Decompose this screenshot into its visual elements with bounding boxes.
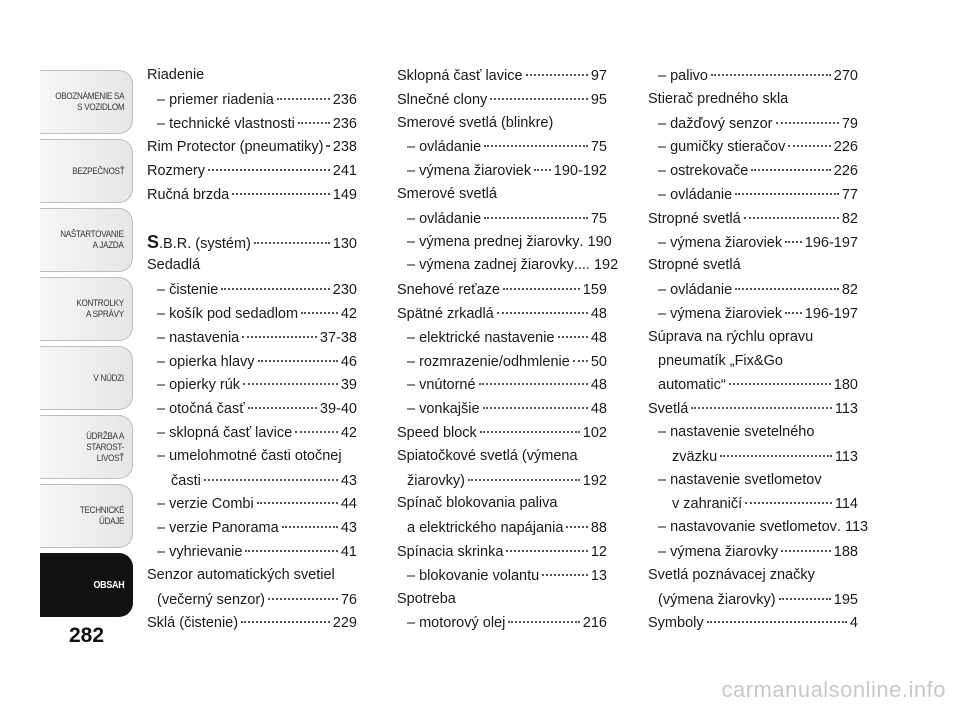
index-entry <box>397 135 607 159</box>
entry-text: časti <box>171 472 201 489</box>
leader-dots <box>254 228 330 244</box>
tab-7[interactable] <box>40 553 133 617</box>
index-entry <box>648 611 858 635</box>
leader-dots <box>242 322 317 338</box>
leader-dots <box>245 536 337 552</box>
entry-text: Stropné svetlá <box>648 210 741 227</box>
index-entry <box>397 611 607 635</box>
entry-page: 12 <box>590 543 607 560</box>
entry-text: Speed block <box>397 424 477 441</box>
leader-dots <box>711 60 831 76</box>
entry-text: Slnečné clony <box>397 91 488 108</box>
leader-dots <box>257 488 338 504</box>
entry-page: 236 <box>332 115 357 132</box>
leader-dots <box>241 607 330 623</box>
tab-label: KONTROLKY A SPRÁVY <box>76 298 124 320</box>
index-entry <box>397 564 607 588</box>
entry-page: 82 <box>841 210 858 227</box>
leader-dots <box>785 298 802 314</box>
entry-text: Sklá (čistenie) <box>147 615 239 632</box>
index-entry <box>648 445 858 469</box>
entry-text: Spínač blokovania paliva <box>397 495 558 512</box>
entry-page: 113 <box>834 401 858 418</box>
tab-0[interactable] <box>40 70 133 134</box>
entry-page: 241 <box>332 163 357 180</box>
leader-dots <box>479 369 588 385</box>
entry-page: 188 <box>833 543 858 560</box>
tab-3[interactable] <box>40 277 133 341</box>
entry-page: 216 <box>582 615 607 632</box>
leader-dots <box>573 346 588 362</box>
index-entry <box>648 207 858 231</box>
entry-page: 48 <box>590 377 607 394</box>
entry-text: – výmena žiaroviek <box>658 305 783 322</box>
leader-dots <box>480 417 580 433</box>
entry-text: Sklopná časť lavice <box>397 68 523 84</box>
entry-text: – výmena žiaroviek <box>658 234 783 251</box>
tab-label: OBSAH <box>93 578 124 591</box>
leader-dots <box>558 322 588 338</box>
entry-page: . 190 <box>579 233 612 250</box>
leader-dots <box>484 131 588 147</box>
tab-5[interactable] <box>40 415 133 479</box>
entry-text: – nastavovanie svetlometov <box>658 519 837 536</box>
entry-text: S.B.R. (systém) <box>147 231 251 252</box>
leader-dots <box>268 584 338 600</box>
entry-text: – motorový olej <box>407 615 506 632</box>
watermark: carmanualsonline.info <box>721 677 946 702</box>
entry-text: – ovládanie <box>407 210 482 227</box>
index-entry <box>397 207 607 231</box>
entry-page: 42 <box>340 424 357 441</box>
tab-label: BEZPEČNOSŤ <box>71 165 124 177</box>
entry-page: 195 <box>833 591 858 608</box>
leader-dots <box>503 274 580 290</box>
entry-page: 95 <box>590 91 607 108</box>
entry-text: – verzie Panorama <box>157 520 279 537</box>
entry-text: – vyhrievanie <box>157 543 243 560</box>
entry-text: – palivo <box>658 68 708 84</box>
entry-page: 37-38 <box>319 329 357 346</box>
entry-page: 76 <box>340 591 357 608</box>
entry-text: Smerové svetlá (blinkre) <box>397 114 554 131</box>
entry-text: Senzor automatických svetiel <box>147 566 335 583</box>
entry-text: – opierky rúk <box>157 377 241 394</box>
tab-6[interactable] <box>40 484 133 548</box>
entry-text: – sklopná časť lavice <box>157 424 293 441</box>
entry-page: 43 <box>340 472 357 489</box>
entry-text: – ostrekovače <box>658 163 749 180</box>
tab-label: NAŠTARTOVANIE A JAZDA <box>60 229 124 251</box>
entry-page: 4 <box>849 615 858 632</box>
entry-text: – čistenie <box>157 282 219 299</box>
entry-page: 75 <box>590 210 607 227</box>
section-tabs <box>40 70 133 622</box>
leader-dots <box>298 108 330 124</box>
tab-label: OBOZNÁMENIE SA S VOZIDLOM <box>54 91 124 113</box>
leader-dots <box>258 346 338 362</box>
entry-text: – technické vlastnosti <box>157 115 295 132</box>
entry-page: 39-40 <box>319 401 357 418</box>
entry-text: Rozmery <box>147 163 206 180</box>
index-entry <box>147 231 357 255</box>
index-entry <box>147 611 357 635</box>
index-entry <box>648 231 858 255</box>
entry-text: Riadenie <box>147 67 205 83</box>
leader-dots <box>735 274 839 290</box>
entry-text: – umelohmotné časti otočnej <box>157 447 342 464</box>
entry-text: – vonkajšie <box>407 401 480 418</box>
index-entry <box>648 64 858 88</box>
entry-text: – opierka hlavy <box>157 353 255 370</box>
tab-label: TECHNICKÉ ÚDAJE <box>79 505 124 527</box>
entry-text: Spotreba <box>397 590 456 607</box>
index-entry <box>397 88 607 112</box>
leader-dots <box>720 441 832 457</box>
entry-page: 39 <box>340 377 357 394</box>
entry-text: Sedadlá <box>147 257 201 274</box>
entry-text: Spätné zrkadlá <box>397 305 494 322</box>
entry-page: 192 <box>582 472 607 489</box>
entry-page: 149 <box>332 186 357 203</box>
leader-dots <box>751 155 831 171</box>
index-entry <box>397 469 607 493</box>
entry-page: 190-192 <box>553 163 607 180</box>
entry-text: zväzku <box>672 448 718 465</box>
entry-text: – ovládanie <box>658 186 733 203</box>
index-entry <box>397 231 612 255</box>
index-entry <box>147 421 357 445</box>
leader-dots <box>745 488 832 504</box>
entry-text: – blokovanie volantu <box>407 567 540 584</box>
leader-dots <box>468 465 580 481</box>
entry-text: – ovládanie <box>658 282 733 299</box>
entry-page: 77 <box>841 186 858 203</box>
entry-page: 97 <box>590 68 607 84</box>
entry-page: 229 <box>332 615 357 632</box>
entry-text: – gumičky stieračov <box>658 139 786 156</box>
leader-dots <box>788 131 830 147</box>
entry-text: – rozmrazenie/odhmlenie <box>407 353 570 370</box>
leader-dots <box>534 155 551 171</box>
leader-dots <box>204 465 338 481</box>
entry-page: 226 <box>833 163 858 180</box>
entry-text: – výmena žiaroviek <box>407 163 532 180</box>
tab-label: ÚDRŽBA A STAROST- LIVOSŤ <box>86 430 124 464</box>
entry-text: Stropné svetlá <box>648 257 741 274</box>
leader-dots <box>566 512 587 528</box>
leader-dots <box>490 84 588 100</box>
entry-page: 180 <box>833 377 858 394</box>
entry-page: 102 <box>582 424 607 441</box>
leader-dots <box>301 298 338 314</box>
entry-text: Rim Protector (pneumatiky) <box>147 139 324 156</box>
entry-text: (výmena žiarovky) <box>658 591 776 608</box>
leader-dots <box>744 203 839 219</box>
entry-page: 82 <box>841 282 858 299</box>
leader-dots <box>243 369 338 385</box>
index-column-1 <box>147 64 357 635</box>
entry-page: 48 <box>590 329 607 346</box>
entry-text: Ručná brzda <box>147 186 230 203</box>
entry-page: 270 <box>833 68 858 84</box>
entry-text: Súprava na rýchlu opravu <box>648 328 814 345</box>
leader-dots <box>232 179 330 195</box>
entry-page: 42 <box>340 305 357 322</box>
entry-text: Smerové svetlá <box>397 185 497 202</box>
index-entry <box>648 326 858 350</box>
entry-text: Svetlá <box>648 401 689 418</box>
leader-dots <box>729 369 831 385</box>
entry-page: 236 <box>332 91 357 108</box>
leader-dots <box>707 607 847 623</box>
entry-text: Snehové reťaze <box>397 282 500 299</box>
index-entry <box>147 540 357 564</box>
index-entry <box>648 540 858 564</box>
leader-dots <box>483 393 588 409</box>
entry-text: – nastavenia <box>157 329 240 346</box>
entry-text: – výmena zadnej žiarovky <box>407 257 574 274</box>
index-entry <box>397 421 607 445</box>
entry-text: – výmena žiarovky <box>658 543 779 560</box>
entry-text: – vnútorné <box>407 377 476 394</box>
entry-text: – ovládanie <box>407 139 482 156</box>
entry-page: 43 <box>340 520 357 537</box>
tab-4[interactable] <box>40 346 133 410</box>
entry-text: žiarovky) <box>407 472 466 489</box>
entry-page: 46 <box>340 353 357 370</box>
leader-dots <box>248 393 317 409</box>
entry-text: (večerný senzor) <box>157 591 265 608</box>
entry-text: – nastavenie svetlometov <box>658 471 822 488</box>
entry-page: 196-197 <box>804 305 858 322</box>
entry-page: 159 <box>582 282 607 299</box>
leader-dots <box>691 393 832 409</box>
entry-page: 226 <box>833 139 858 156</box>
leader-dots <box>484 203 588 219</box>
tab-2[interactable] <box>40 208 133 272</box>
entry-text: automatic“ <box>658 377 726 394</box>
leader-dots <box>776 108 839 124</box>
leader-dots <box>506 536 587 552</box>
index-entry <box>397 159 607 183</box>
entry-text: – výmena prednej žiarovky <box>407 233 580 250</box>
leader-dots <box>508 607 579 623</box>
tab-label: V NÚDZI <box>93 372 124 384</box>
entry-text: v zahraničí <box>672 496 743 513</box>
entry-text: Symboly <box>648 615 704 632</box>
entry-text: – elektrické nastavenie <box>407 329 555 346</box>
entry-page: 13 <box>590 567 607 584</box>
leader-dots <box>208 155 330 171</box>
entry-text: – otočná časť <box>157 401 245 418</box>
entry-page: . 113 <box>836 519 869 536</box>
entry-page: 196-197 <box>804 234 858 251</box>
entry-page: 113 <box>834 448 858 465</box>
leader-dots <box>277 84 330 100</box>
leader-dots <box>785 227 802 243</box>
index-column-2 <box>397 64 619 635</box>
index-entry <box>648 397 858 421</box>
entry-text: – dažďový senzor <box>658 115 773 132</box>
leader-dots <box>295 417 338 433</box>
leader-dots <box>735 179 839 195</box>
entry-page: 75 <box>590 139 607 156</box>
leader-dots <box>282 512 338 528</box>
entry-text: – verzie Combi <box>157 496 254 513</box>
index-entry <box>648 492 858 516</box>
entry-page: 48 <box>590 305 607 322</box>
entry-page: 79 <box>841 115 858 132</box>
entry-page: 130 <box>332 235 357 252</box>
index-column-3 <box>648 64 869 635</box>
entry-text: Spiatočkové svetlá (výmena <box>397 447 578 464</box>
entry-page: 48 <box>590 401 607 418</box>
entry-page: 88 <box>590 520 607 537</box>
leader-dots <box>221 274 330 290</box>
leader-dots <box>497 298 588 314</box>
leader-dots <box>781 536 831 552</box>
page-number: 282 <box>68 624 105 647</box>
entry-page: 50 <box>590 353 607 370</box>
tab-1[interactable] <box>40 139 133 203</box>
leader-dots <box>779 584 831 600</box>
leader-dots <box>542 560 588 576</box>
entry-page: .... 192 <box>573 257 619 274</box>
entry-page: 44 <box>340 496 357 513</box>
entry-page: 114 <box>834 496 858 513</box>
leader-dots <box>326 131 329 147</box>
leader-dots <box>526 60 588 76</box>
index-entry <box>648 302 858 326</box>
index-entry <box>147 183 357 207</box>
entry-text: a elektrického napájania <box>407 520 564 537</box>
entry-text: Stierač predného skla <box>648 90 789 107</box>
entry-page: 230 <box>332 282 357 299</box>
entry-text: Spínacia skrinka <box>397 543 504 560</box>
entry-page: 238 <box>332 139 357 156</box>
entry-text: pneumatík „Fix&Go <box>658 352 783 369</box>
entry-page: 41 <box>340 543 357 560</box>
entry-text: – nastavenie svetelného <box>658 423 815 440</box>
entry-text: Svetlá poznávacej značky <box>648 566 815 583</box>
index-entry <box>648 278 858 302</box>
entry-text: – priemer riadenia <box>157 91 274 108</box>
entry-text: – košík pod sedadlom <box>157 305 299 322</box>
